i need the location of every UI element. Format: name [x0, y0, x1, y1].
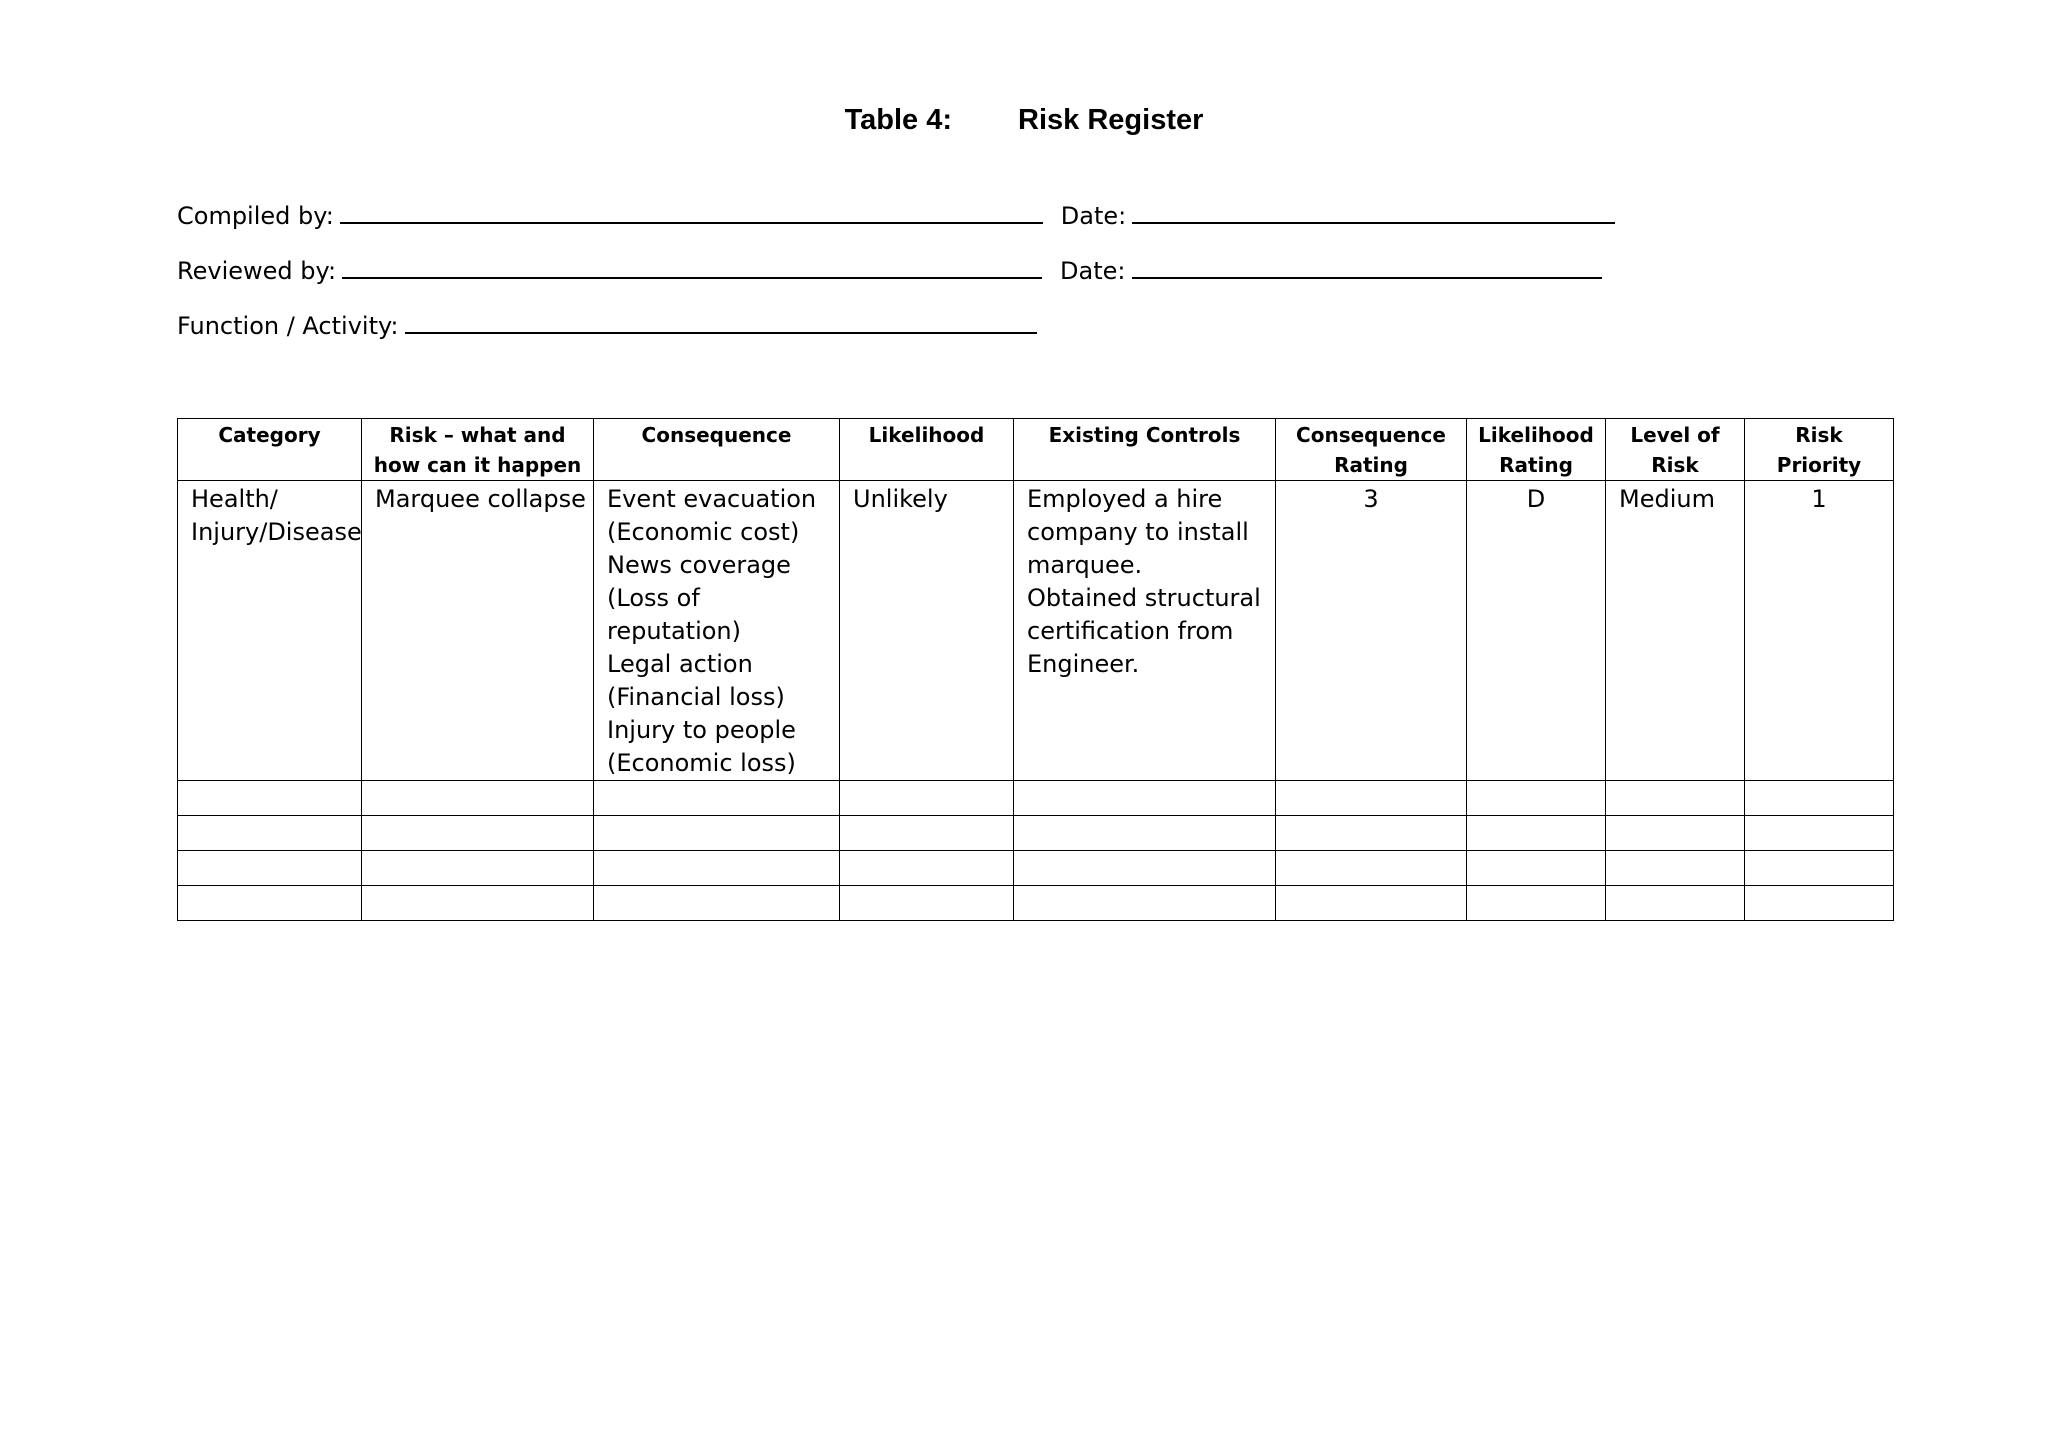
page-title [0, 102, 2048, 138]
cell-category[interactable]: Health/ Injury/Disease [178, 481, 362, 781]
risk-register-table [177, 418, 1894, 921]
empty-cell[interactable] [1606, 816, 1745, 851]
table-row [178, 816, 1894, 851]
empty-cell[interactable] [1014, 816, 1276, 851]
header-risk: Risk – what and how can it happen [362, 419, 594, 481]
empty-cell[interactable] [594, 886, 840, 921]
empty-cell[interactable] [1745, 816, 1894, 851]
reviewed-date-label: Date: [1060, 257, 1126, 285]
header-risk-priority: Risk Priority [1745, 419, 1894, 481]
empty-cell[interactable] [1467, 886, 1606, 921]
cell-level-of-risk[interactable]: Medium [1606, 481, 1745, 781]
empty-cell[interactable] [840, 781, 1014, 816]
table-title: Risk Register [1018, 104, 1204, 136]
empty-cell[interactable] [594, 816, 840, 851]
table-row [178, 481, 1894, 781]
empty-cell[interactable] [1745, 886, 1894, 921]
empty-cell[interactable] [1276, 781, 1467, 816]
empty-cell[interactable] [840, 816, 1014, 851]
reviewed-by-label: Reviewed by: [177, 257, 337, 285]
cell-risk[interactable]: Marquee collapse [362, 481, 594, 781]
empty-cell[interactable] [840, 851, 1014, 886]
empty-cell[interactable] [1014, 851, 1276, 886]
reviewed-by-field[interactable] [342, 251, 1042, 279]
empty-cell[interactable] [1276, 851, 1467, 886]
empty-cell[interactable] [1276, 886, 1467, 921]
header-consequence: Consequence [594, 419, 840, 481]
cell-existing-controls[interactable]: Employed a hire company to install marquee. Obtained structural certification from Engineer. [1014, 481, 1276, 781]
empty-cell[interactable] [1014, 781, 1276, 816]
header-existing-controls: Existing Controls [1014, 419, 1276, 481]
empty-cell[interactable] [362, 816, 594, 851]
table-header-row [178, 419, 1894, 481]
empty-cell[interactable] [1276, 816, 1467, 851]
empty-cell[interactable] [1467, 851, 1606, 886]
compiled-date-field[interactable] [1132, 196, 1615, 224]
compiled-by-label: Compiled by: [177, 202, 334, 230]
empty-cell[interactable] [1606, 851, 1745, 886]
table-number: Table 4: [844, 104, 953, 136]
empty-cell[interactable] [362, 851, 594, 886]
empty-cell[interactable] [1467, 781, 1606, 816]
empty-cell[interactable] [362, 886, 594, 921]
empty-cell[interactable] [1606, 781, 1745, 816]
empty-cell[interactable] [1606, 886, 1745, 921]
empty-cell[interactable] [178, 886, 362, 921]
empty-cell[interactable] [178, 781, 362, 816]
header-likelihood: Likelihood [840, 419, 1014, 481]
table-row [178, 886, 1894, 921]
empty-cell[interactable] [840, 886, 1014, 921]
cell-consequence[interactable]: Event evacuation (Economic cost) News coverage (Loss of reputation) Legal action (Financial loss) Injury to people (Economic loss) [594, 481, 840, 781]
table-row [178, 781, 1894, 816]
compiled-by-field[interactable] [340, 196, 1043, 224]
compiled-by-line [177, 196, 1615, 231]
reviewed-date-field[interactable] [1132, 251, 1602, 279]
empty-cell[interactable] [1014, 886, 1276, 921]
function-activity-field[interactable] [405, 306, 1037, 334]
empty-cell[interactable] [178, 851, 362, 886]
cell-risk-priority[interactable]: 1 [1745, 481, 1894, 781]
header-level-of-risk: Level of Risk [1606, 419, 1745, 481]
empty-cell[interactable] [1745, 851, 1894, 886]
table-row [178, 851, 1894, 886]
cell-likelihood[interactable]: Unlikely [840, 481, 1014, 781]
header-consequence-rating: Consequence Rating [1276, 419, 1467, 481]
empty-cell[interactable] [594, 851, 840, 886]
function-activity-label: Function / Activity: [177, 312, 399, 340]
compiled-date-label: Date: [1060, 202, 1127, 230]
function-activity-line [177, 306, 1037, 341]
cell-consequence-rating[interactable]: 3 [1276, 481, 1467, 781]
reviewed-by-line [177, 251, 1602, 286]
cell-likelihood-rating[interactable]: D [1467, 481, 1606, 781]
header-likelihood-rating: Likelihood Rating [1467, 419, 1606, 481]
empty-cell[interactable] [178, 816, 362, 851]
empty-cell[interactable] [1745, 781, 1894, 816]
header-category: Category [178, 419, 362, 481]
empty-cell[interactable] [1467, 816, 1606, 851]
empty-cell[interactable] [362, 781, 594, 816]
empty-cell[interactable] [594, 781, 840, 816]
